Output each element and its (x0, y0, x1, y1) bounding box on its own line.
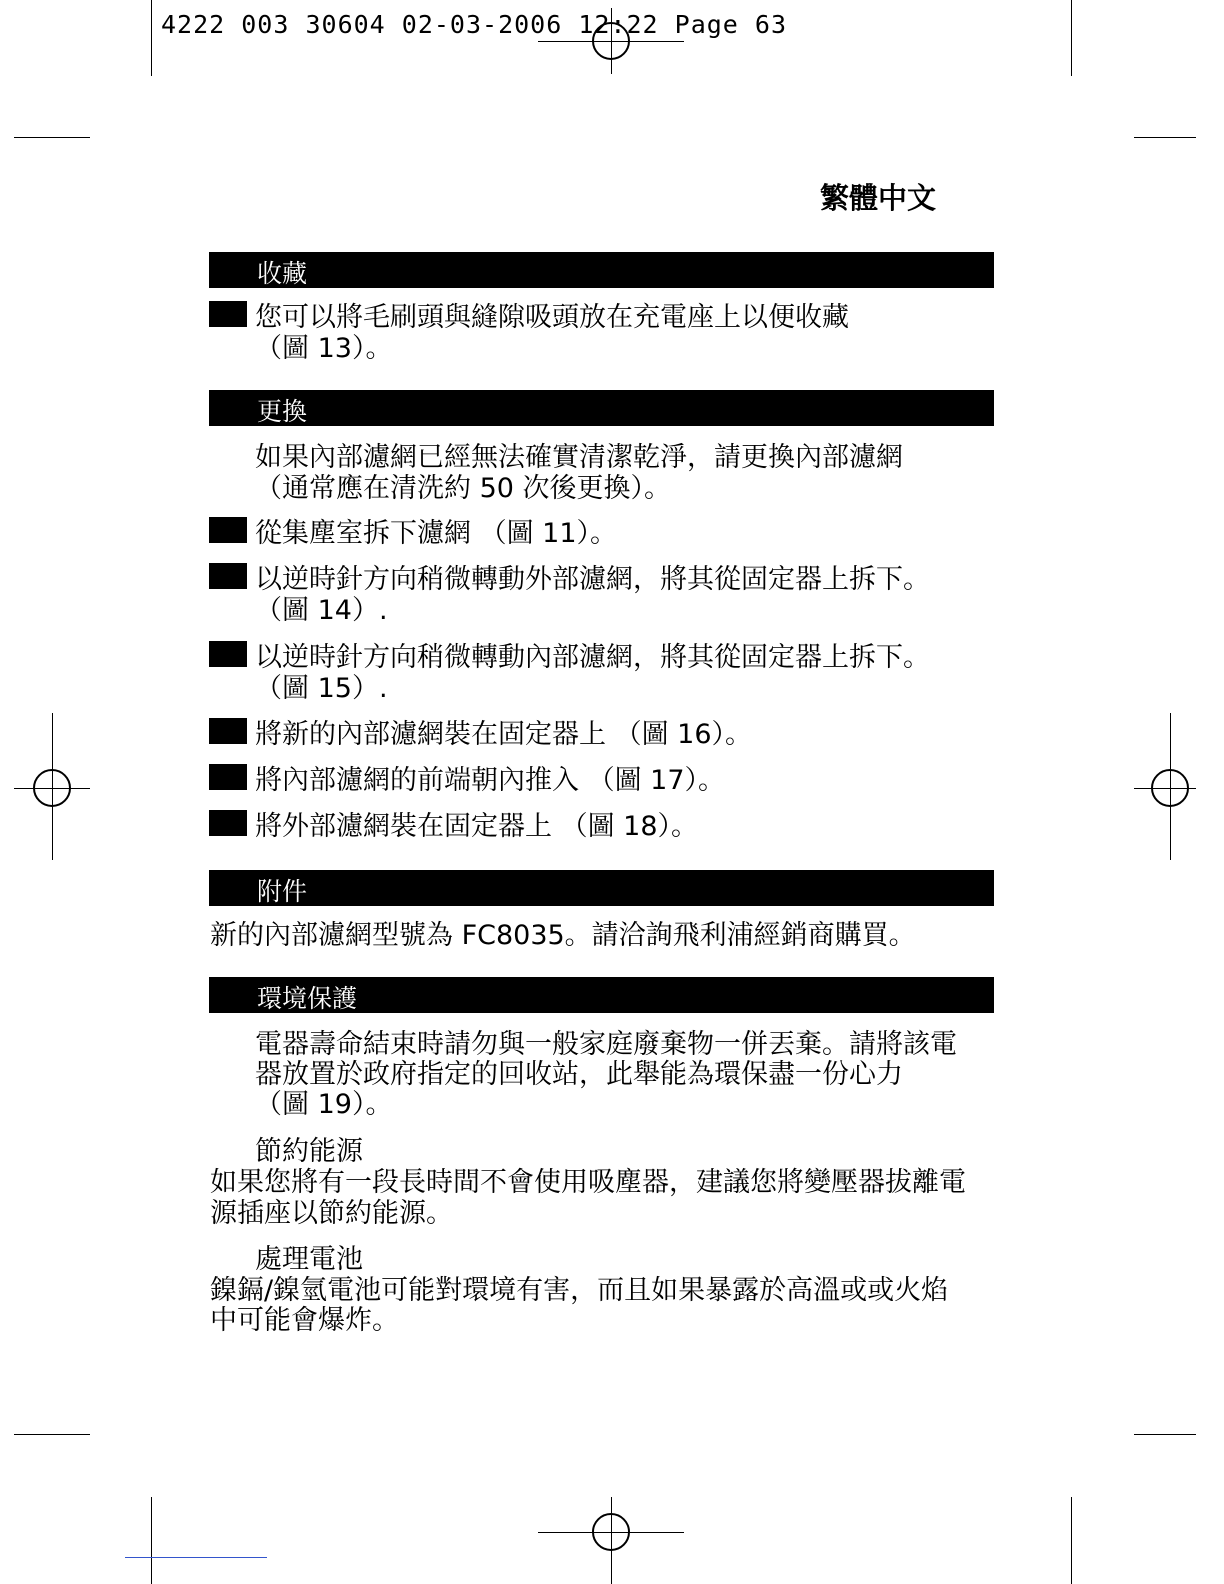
section-bar-replacement (209, 390, 994, 426)
replacement-step-4: 將新的內部濾網裝在固定器上 （圖 16）。 (255, 719, 753, 750)
environment-text-line2: 器放置於政府指定的回收站，此舉能為環保盡一份心力 (255, 1059, 903, 1090)
bullet-marker (209, 641, 247, 667)
battery-text-line1: 鎳鎘/鎳氫電池可能對環境有害，而且如果暴露於高溫或或火焰 (210, 1275, 949, 1306)
print-info-underline (538, 41, 684, 42)
crop-mark (1134, 1434, 1196, 1435)
replacement-step-6: 將外部濾網裝在固定器上 （圖 18）。 (255, 811, 699, 842)
replacement-step-1: 從集塵室拆下濾網 （圖 11）。 (255, 518, 618, 549)
bullet-marker (209, 764, 247, 790)
battery-text-line2: 中可能會爆炸。 (210, 1305, 399, 1336)
bullet-marker (209, 718, 247, 744)
storage-text-line2: （圖 13）。 (255, 333, 393, 364)
energy-heading: 節約能源 (255, 1136, 363, 1167)
bullet-marker (209, 563, 247, 589)
environment-text-line1: 電器壽命結束時請勿與一般家庭廢棄物一併丟棄。請將該電 (255, 1029, 957, 1060)
replacement-step-3-ref: （圖 15）. (255, 673, 388, 704)
crop-mark (14, 137, 90, 138)
crop-mark (1071, 1497, 1072, 1584)
replacement-step-3: 以逆時針方向稍微轉動內部濾網，將其從固定器上拆下。 (255, 642, 930, 673)
crop-mark (1071, 0, 1072, 76)
language-label: 繁體中文 (819, 181, 936, 215)
energy-text-line1: 如果您將有一段長時間不會使用吸塵器，建議您將變壓器拔離電 (210, 1167, 966, 1198)
section-title-storage: 收藏 (257, 259, 308, 288)
replacement-step-2-ref: （圖 14）. (255, 595, 388, 626)
crop-mark (151, 1497, 152, 1584)
accessories-text: 新的內部濾網型號為 FC8035。請洽詢飛利浦經銷商購買。 (210, 920, 916, 951)
bullet-marker (209, 810, 247, 836)
section-bar-accessories (209, 870, 994, 906)
battery-heading: 處理電池 (255, 1244, 363, 1275)
print-info: 4222 003 30604 02-03-2006 12:22 Page 63 (161, 10, 787, 39)
section-title-replacement: 更換 (257, 397, 308, 426)
replacement-intro-line1: 如果內部濾網已經無法確實清潔乾淨，請更換內部濾網 (255, 442, 903, 473)
bullet-marker (209, 301, 247, 327)
section-title-environment: 環境保護 (257, 984, 358, 1013)
energy-text-line2: 源插座以節約能源。 (210, 1198, 453, 1229)
section-bar-storage (209, 252, 994, 288)
replacement-intro-line2: （通常應在清洗約 50 次後更換）。 (255, 473, 672, 504)
replacement-step-2: 以逆時針方向稍微轉動外部濾網，將其從固定器上拆下。 (255, 564, 930, 595)
environment-text-line3: （圖 19）。 (255, 1089, 393, 1120)
replacement-step-5: 將內部濾網的前端朝內推入 （圖 17）。 (255, 765, 726, 796)
crop-mark (14, 1434, 90, 1435)
crop-mark (151, 0, 152, 76)
crop-mark (1134, 137, 1196, 138)
crop-mark (125, 1557, 267, 1558)
bullet-marker (209, 517, 247, 543)
section-title-accessories: 附件 (257, 877, 308, 906)
storage-text-line1: 您可以將毛刷頭與縫隙吸頭放在充電座上以便收藏 (255, 302, 849, 333)
